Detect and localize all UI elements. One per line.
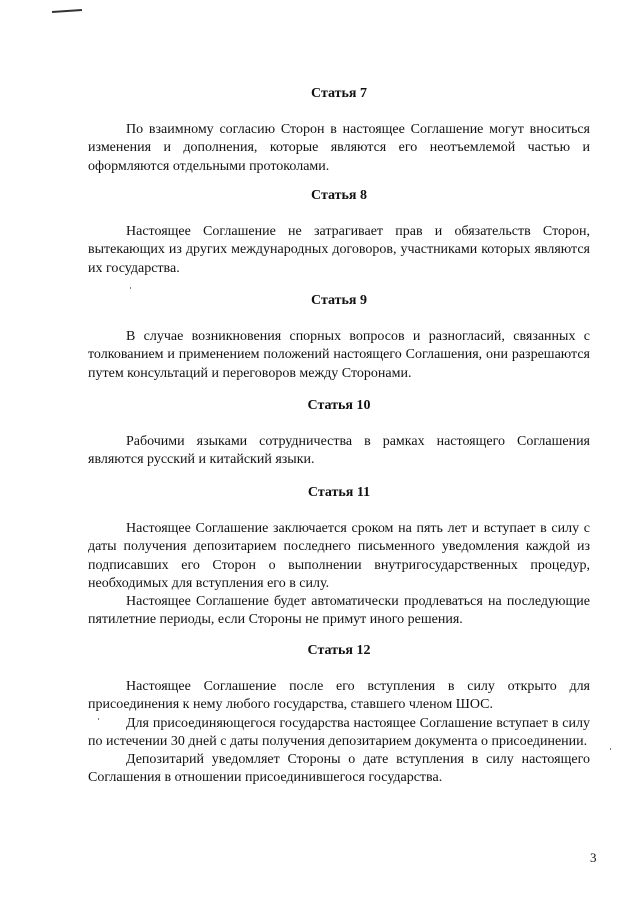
paragraph: Настоящее Соглашение не затрагивает прав и обязательств Сторон, вытекающих из других международных договоров, участниками которых являются их государства.	[88, 224, 590, 276]
article-9	[88, 292, 590, 383]
paragraph: Настоящее Соглашение после его вступления в силу открыто для присоединения к нему любого государства, ставшего членом ШОС.	[88, 679, 590, 713]
article-body	[88, 328, 590, 383]
article-8	[88, 187, 590, 278]
article-heading: Статья 11	[307, 485, 371, 500]
scan-artifact-mark	[52, 9, 82, 13]
article-11	[88, 484, 590, 630]
page-number: 3	[590, 850, 597, 865]
paragraph: По взаимному согласию Сторон в настоящее Соглашение могут вноситься изменения и дополнения, которые являются его неотъемлемой частью и оформляются отдельными протоколами.	[88, 122, 590, 174]
article-heading: Статья 7	[311, 86, 367, 101]
paragraph: В случае возникновения спорных вопросов и разногласий, связанных с толкованием и применением положений настоящего Соглашения, они разрешаются путем консультаций и переговоров между Сторонами.	[88, 329, 590, 381]
article-heading: Статья 8	[311, 188, 367, 203]
paragraph: Настоящее Соглашение будет автоматически продлеваться на последующие пятилетние периоды, если Стороны не примут иного решения.	[88, 594, 590, 628]
article-body	[88, 678, 590, 788]
scan-artifact-dot	[610, 748, 611, 750]
article-body	[88, 121, 590, 176]
article-heading: Статья 9	[311, 293, 367, 308]
article-body	[88, 433, 590, 470]
article-heading: Статья 10	[307, 398, 371, 413]
paragraph: Настоящее Соглашение заключается сроком на пять лет и вступает в силу с даты получения депозитарием последнего письменного уведомления каждой из подписавших его Сторон о выполнении внутригосударственных процедур, необходимых для вступления его в силу.	[88, 521, 590, 591]
paragraph: Депозитарий уведомляет Стороны о дате вступления в силу настоящего Соглашения в отношении присоединившегося государства.	[88, 752, 590, 786]
article-7	[88, 85, 590, 176]
scan-artifact-dot	[130, 287, 131, 289]
article-body	[88, 223, 590, 278]
article-body	[88, 520, 590, 630]
article-heading: Статья 12	[307, 643, 371, 658]
paragraph: Для присоединяющегося государства настоящее Соглашение вступает в силу по истечении 30 дней с даты получения депозитарием документа о присоединении.	[88, 715, 590, 749]
article-10	[88, 397, 590, 470]
paragraph: Рабочими языками сотрудничества в рамках настоящего Соглашения являются русский и китайский языки.	[88, 434, 590, 468]
article-12	[88, 642, 590, 788]
